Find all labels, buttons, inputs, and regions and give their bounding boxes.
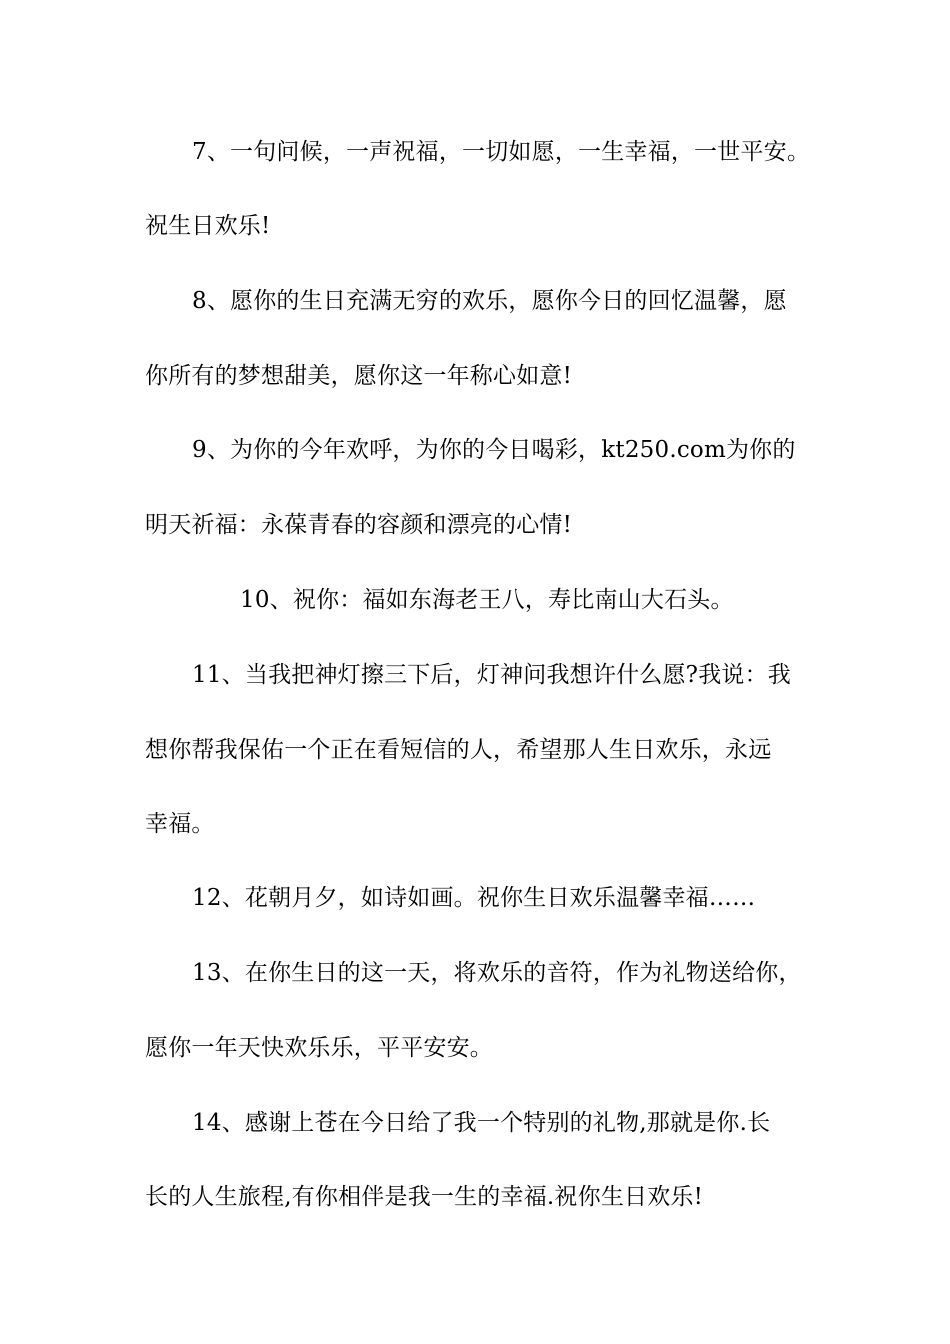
paragraph-11-line-1: 11、当我把神灯擦三下后，灯神问我想许什么愿?我说：我 xyxy=(192,662,791,688)
paragraph-11-line-3: 幸福。 xyxy=(145,811,215,837)
paragraph-14-line-1: 14、感谢上苍在今日给了我一个特别的礼物,那就是你.长 xyxy=(192,1110,771,1136)
paragraph-14-line-2: 长的人生旅程,有你相伴是我一生的幸福.祝你生日欢乐! xyxy=(145,1184,704,1210)
paragraph-7-line-1: 7、一句问候，一声祝福，一切如愿，一生幸福，一世平安。 xyxy=(192,139,811,165)
paragraph-8-line-1: 8、愿你的生日充满无穷的欢乐，愿你今日的回忆温馨，愿 xyxy=(192,288,787,314)
paragraph-13-line-2: 愿你一年天快欢乐乐，平平安安。 xyxy=(145,1035,493,1061)
paragraph-7-line-2: 祝生日欢乐! xyxy=(145,213,271,239)
paragraph-13-line-1: 13、在你生日的这一天，将欢乐的音符，作为礼物送给你， xyxy=(192,960,802,986)
paragraph-8-line-2: 你所有的梦想甜美，愿你这一年称心如意! xyxy=(145,363,573,389)
paragraph-9-line-2: 明天祈福：永葆青春的容颜和漂亮的心情! xyxy=(145,512,573,538)
paragraph-11-line-2: 想你帮我保佑一个正在看短信的人，希望那人生日欢乐，永远 xyxy=(145,737,772,763)
paragraph-9-line-1: 9、为你的今年欢呼，为你的今日喝彩，kt250.com为你的 xyxy=(192,437,796,463)
paragraph-12-line-1: 12、花朝月夕，如诗如画。祝你生日欢乐温馨幸福…… xyxy=(192,885,756,911)
paragraph-10-line-1: 10、祝你：福如东海老王八，寿比南山大石头。 xyxy=(240,587,734,613)
